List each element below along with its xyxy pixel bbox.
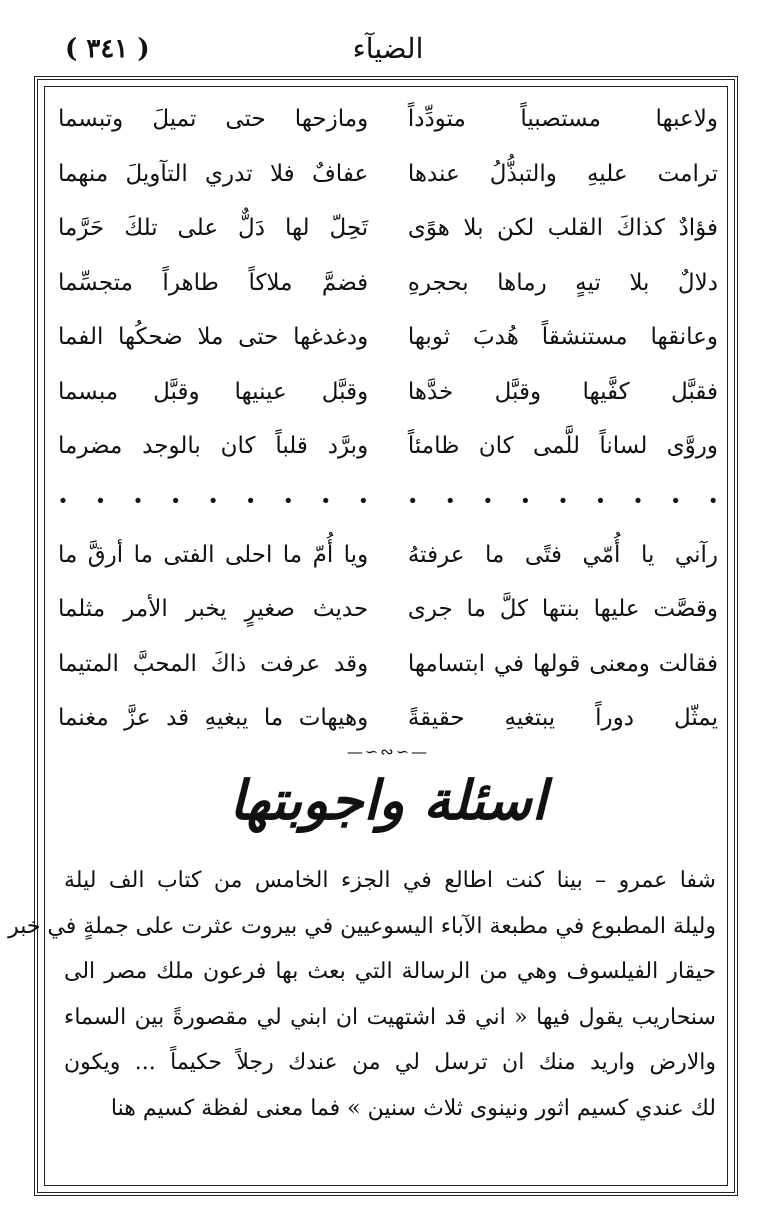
verse [58,365,718,420]
prose-line: سنحاريب يقول فيها « اني قد اشتهيت ان ابني لي مقصورةً بين السماء [64,1004,716,1030]
prose-line: حيقار الفيلسوف وهي من الرسالة التي بعث بها فرعون ملك مصر الى [64,959,716,984]
verse-first-hemistich: وعانقها مستنشقاً هُدبَ ثوبها [407,324,718,351]
poem [58,92,718,746]
page-number: ( ٣٤١ ) [65,34,150,64]
verse-second-hemistich: ويا أُمّ ما احلى الفتى ما أرقَّ ما [58,541,369,568]
verse [58,147,718,202]
verse-first-hemistich: رآني يا أُمّي فتًى ما عرفتهُ [407,541,718,568]
verse-second-hemistich: وبرَّد قلباً كان بالوجد مضرما [58,433,369,460]
section-title: اسئلة واجوبتها [229,768,547,832]
verse-first-hemistich: فؤادٌ كذاكَ القلب لكن بلا هوًى [407,215,718,242]
verse [58,691,718,746]
verse-second-hemistich: حديث صغيرٍ يخبر الأمر مثلما [58,596,369,623]
verse-first-hemistich: دلالٌ بلا تيهٍ رماها بحجرهِ [407,269,718,296]
verse-first-hemistich: ولاعبها مستصبياً متودِّداً [407,106,718,133]
verse-second-hemistich: عفافٌ فلا تدري التآويلَ منهما [58,160,369,187]
verse [58,637,718,692]
verse [58,256,718,311]
ellipsis-dots-right: · · · · · · · · · [407,484,718,517]
verse [58,528,718,583]
verse-second-hemistich: وقد عرفت ذاكَ المحبَّ المتيما [58,650,369,677]
prose-paragraph [8,858,716,1131]
verse-second-hemistich: ومازحها حتى تميلَ وتبسما [58,106,369,133]
verse-first-hemistich: فقبَّل كفَّيها وقبَّل خدَّها [407,378,718,405]
verse [58,92,718,147]
verse-first-hemistich: وروَّى لساناً للَّمى كان ظامئاً [407,433,718,460]
prose-line: والارض واريد منك ان ترسل لي من عندك رجلاً حكيماً ... ويكون [64,1050,716,1075]
section-divider-ornament: —∽∾∽— [346,742,430,761]
verse-first-hemistich: فقالت ومعنى قولها في ابتسامها [407,650,718,677]
ellipsis-dots-left: · · · · · · · · · [58,484,369,517]
verse-first-hemistich: ترامت عليهِ والتبذُّلُ عندها [407,160,718,187]
prose-line: شفا عمرو – بينا كنت اطالع في الجزء الخامس من كتاب الف ليلة [64,868,716,893]
verse-second-hemistich: وهيهات ما يبغيهِ قد عزَّ مغنما [58,705,369,732]
verse-first-hemistich: وقصَّت عليها بنتها كلَّ ما جرى [407,596,718,623]
page-header [55,30,721,70]
verse-second-hemistich: فضمَّ ملاكاً طاهراً متجسِّما [58,269,369,296]
verse-first-hemistich: يمثّل دوراً يبتغيهِ حقيقةً [407,705,718,732]
verse [58,582,718,637]
running-title: الضيآء [352,32,424,65]
ellipsis-row [58,474,718,528]
verse [58,310,718,365]
verse [58,201,718,256]
verse-second-hemistich: تَحِلّ لها دَلٌّ على تلكَ حَرَّما [58,215,369,242]
prose-line: لك عندي كسيم اثور ونينوى ثلاث سنين » فما معنى لفظة كسيم هنا [110,1095,716,1121]
verse [58,419,718,474]
verse-second-hemistich: وقبَّل عينيها وقبَّل مبسما [58,378,369,405]
prose-line: وليلة المطبوع في مطبعة الآباء اليسوعيين في بيروت عثرت على جملةٍ في خبر [8,913,716,939]
verse-second-hemistich: ودغدغها حتى ملا ضحكُها الفما [58,324,369,351]
